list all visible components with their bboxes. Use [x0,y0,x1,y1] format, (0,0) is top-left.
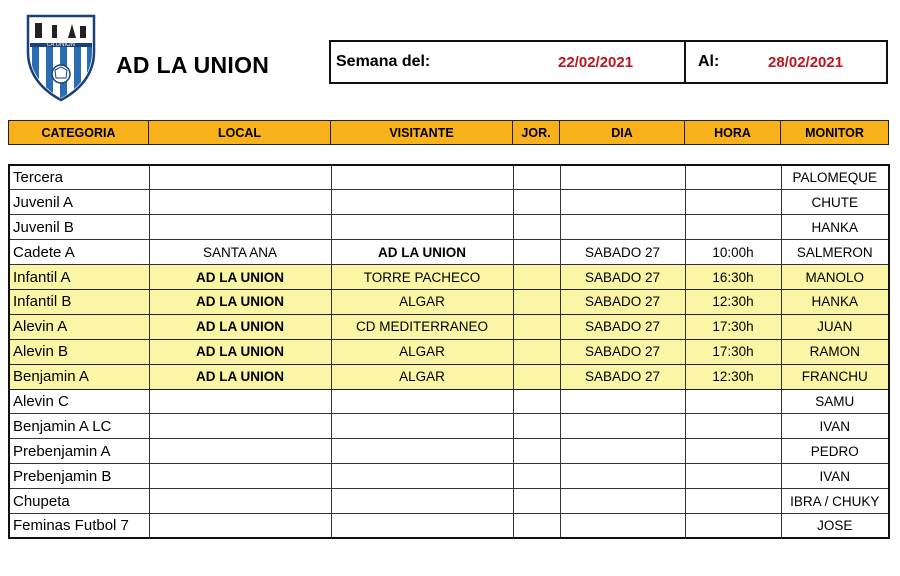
column-header-dia: DIA [560,121,685,145]
cell-local [149,464,331,489]
schedule-table [8,164,890,539]
column-header-monitor: MONITOR [781,121,889,145]
cell-local [149,489,331,514]
cell-monitor: JOSE [781,513,889,538]
table-row [9,439,889,464]
cell-jor [513,489,560,514]
cell-categoria: Infantil A [9,265,149,290]
cell-jor [513,165,560,190]
cell-dia [560,190,685,215]
cell-local: AD LA UNION [149,289,331,314]
table-row [9,289,889,314]
week-start-date: 22/02/2021 [441,42,686,82]
cell-categoria: Juvenil A [9,190,149,215]
cell-dia [560,165,685,190]
cell-jor [513,215,560,240]
cell-monitor: CHUTE [781,190,889,215]
table-row [9,165,889,190]
schedule-header [8,120,889,145]
cell-monitor: HANKA [781,289,889,314]
cell-monitor: JUAN [781,314,889,339]
cell-categoria: Alevin A [9,314,149,339]
table-row [9,240,889,265]
cell-monitor: RAMON [781,339,889,364]
cell-local: AD LA UNION [149,364,331,389]
cell-categoria: Benjamin A LC [9,414,149,439]
table-row [9,339,889,364]
table-row [9,389,889,414]
cell-hora [685,513,781,538]
week-end-label: Al: [698,53,720,70]
cell-categoria: Prebenjamin B [9,464,149,489]
cell-visitante: ALGAR [331,339,513,364]
cell-visitante: CD MEDITERRANEO [331,314,513,339]
cell-jor [513,464,560,489]
cell-categoria: Infantil B [9,289,149,314]
table-row [9,215,889,240]
cell-dia: SABADO 27 [560,289,685,314]
column-header-categoria: CATEGORIA [9,121,149,145]
cell-local [149,215,331,240]
cell-jor [513,240,560,265]
cell-hora: 10:00h [685,240,781,265]
cell-dia: SABADO 27 [560,364,685,389]
column-header-local: LOCAL [149,121,331,145]
cell-dia [560,489,685,514]
cell-jor [513,414,560,439]
column-header-jornada: JOR. [513,121,560,145]
cell-dia: SABADO 27 [560,240,685,265]
cell-visitante [331,439,513,464]
cell-dia [560,439,685,464]
cell-monitor: IBRA / CHUKY [781,489,889,514]
cell-hora: 17:30h [685,339,781,364]
cell-categoria: Alevin B [9,339,149,364]
cell-categoria: Prebenjamin A [9,439,149,464]
cell-jor [513,439,560,464]
cell-dia [560,464,685,489]
cell-visitante: AD LA UNION [331,240,513,265]
cell-categoria: Benjamin A [9,364,149,389]
cell-monitor: HANKA [781,215,889,240]
cell-visitante [331,215,513,240]
cell-hora: 12:30h [685,289,781,314]
cell-local [149,439,331,464]
cell-jor [513,513,560,538]
cell-dia: SABADO 27 [560,265,685,290]
cell-categoria: Alevin C [9,389,149,414]
cell-local [149,389,331,414]
club-name-title: AD LA UNION [116,52,270,78]
cell-local [149,165,331,190]
cell-visitante: ALGAR [331,364,513,389]
cell-local [149,414,331,439]
cell-categoria: Juvenil B [9,215,149,240]
crest-text: LA UNION [46,42,76,48]
cell-dia: SABADO 27 [560,339,685,364]
cell-monitor: IVAN [781,464,889,489]
table-row [9,414,889,439]
cell-hora: 17:30h [685,314,781,339]
cell-hora [685,489,781,514]
cell-monitor: PEDRO [781,439,889,464]
cell-local [149,513,331,538]
cell-dia [560,215,685,240]
cell-visitante: TORRE PACHECO [331,265,513,290]
table-row [9,314,889,339]
table-row [9,489,889,514]
table-row [9,190,889,215]
cell-visitante [331,165,513,190]
cell-visitante: ALGAR [331,289,513,314]
cell-visitante [331,190,513,215]
cell-jor [513,289,560,314]
cell-local: AD LA UNION [149,339,331,364]
cell-visitante [331,389,513,414]
table-row [9,464,889,489]
table-row [9,513,889,538]
cell-dia [560,513,685,538]
cell-monitor: MANOLO [781,265,889,290]
cell-hora [685,190,781,215]
cell-categoria: Tercera [9,165,149,190]
table-row [9,364,889,389]
cell-visitante [331,414,513,439]
cell-jor [513,314,560,339]
cell-hora: 12:30h [685,364,781,389]
cell-categoria: Cadete A [9,240,149,265]
column-header-hora: HORA [685,121,781,145]
cell-monitor: FRANCHU [781,364,889,389]
cell-hora [685,414,781,439]
cell-visitante [331,489,513,514]
cell-jor [513,339,560,364]
cell-dia [560,414,685,439]
cell-jor [513,265,560,290]
cell-categoria: Feminas Futbol 7 [9,513,149,538]
cell-hora [685,439,781,464]
cell-local: AD LA UNION [149,314,331,339]
cell-hora [685,165,781,190]
cell-monitor: SAMU [781,389,889,414]
cell-hora [685,215,781,240]
cell-jor [513,190,560,215]
cell-dia: SABADO 27 [560,314,685,339]
cell-local: SANTA ANA [149,240,331,265]
cell-hora [685,389,781,414]
week-end-date: 28/02/2021 [768,53,844,71]
cell-categoria: Chupeta [9,489,149,514]
cell-monitor: IVAN [781,414,889,439]
cell-jor [513,364,560,389]
week-start-label: Semana del: [336,53,431,70]
column-header-visitante: VISITANTE [331,121,513,145]
cell-monitor: PALOMEQUE [781,165,889,190]
cell-visitante [331,513,513,538]
cell-hora [685,464,781,489]
cell-local [149,190,331,215]
table-row [9,265,889,290]
cell-visitante [331,464,513,489]
cell-hora: 16:30h [685,265,781,290]
cell-dia [560,389,685,414]
cell-local: AD LA UNION [149,265,331,290]
cell-jor [513,389,560,414]
club-crest-logo [24,12,98,102]
week-range-box [329,40,888,84]
cell-monitor: SALMERON [781,240,889,265]
